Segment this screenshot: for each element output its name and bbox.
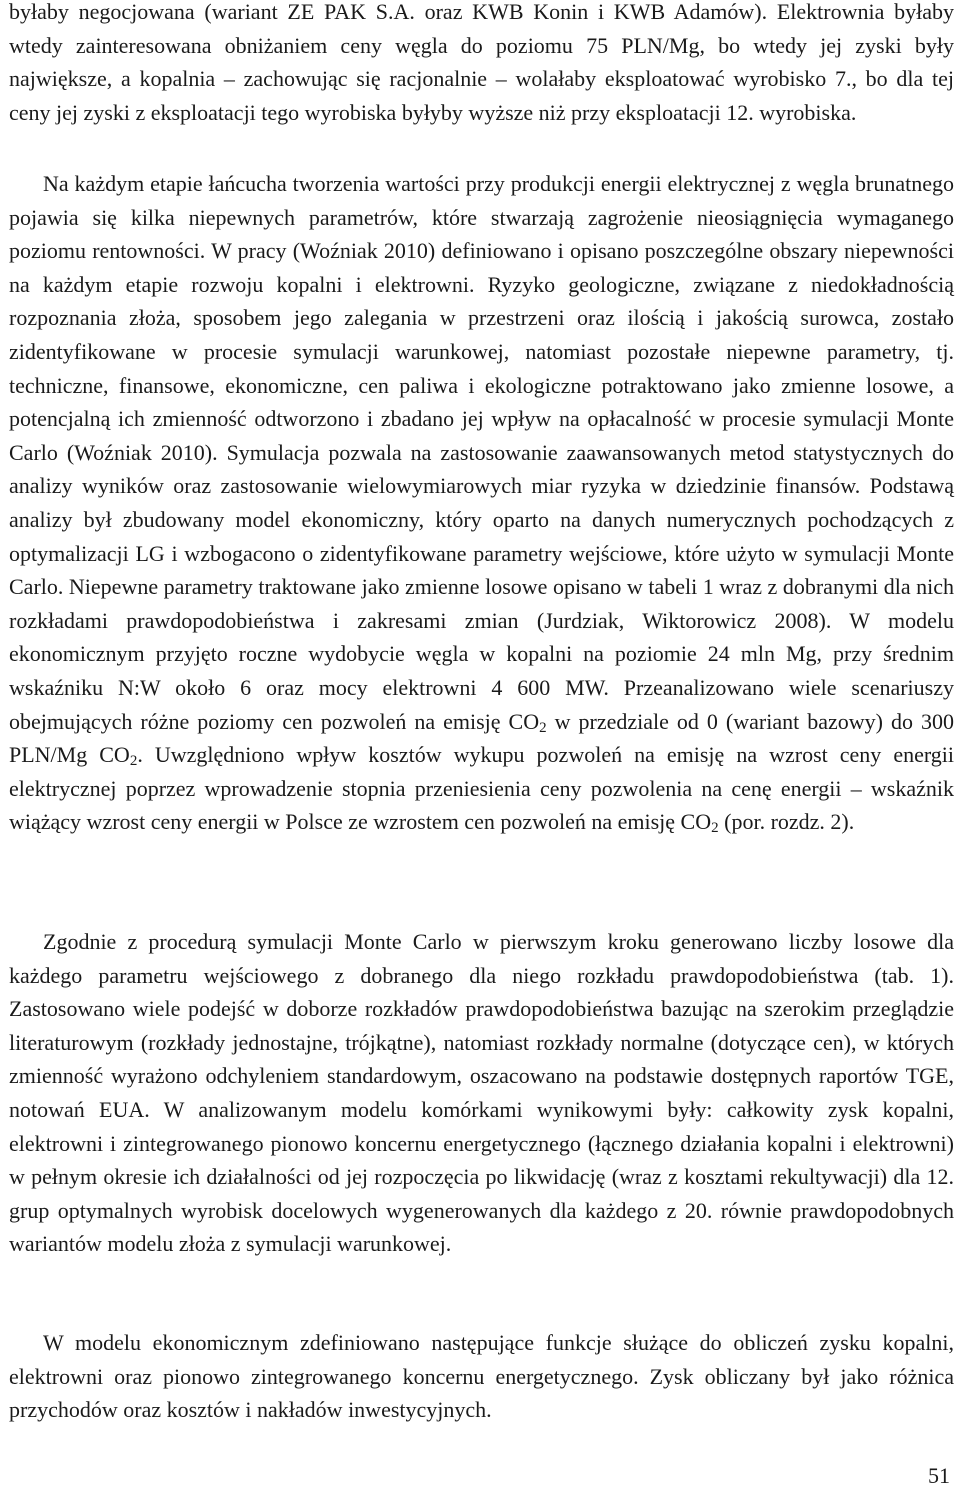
subscript-2: 2 [711,820,719,837]
text-segment: W modelu ekonomicznym zdefiniowano następujące funkcje służące do obliczeń zysku kopalni, elektrowni oraz pionowo zintegrowanego koncernu energetycznego. Zysk obliczany był jako różnica przychodów oraz kosztów i nakładów inwestycyjnych. [9,1330,954,1423]
text-segment: . Uwzględniono wpływ kosztów wykupu pozwoleń na emisję na wzrost ceny energii elektrycznej poprzez wprowadzenie stopnia przeniesienia ceny pozwolenia na cenę energii – wskaźnik wiążący wzrost ceny energii w Polsce ze wzrostem cen pozwoleń na emisję CO [9,742,955,835]
text-segment: w przedziale od 0 (wariant bazowy) do 300 PLN/Mg CO [9,708,954,768]
paragraph-model [9,1326,954,1427]
text-segment: Na każdym etapie łańcucha tworzenia wartości przy produkcji energii elektrycznej z węgla brunatnego pojawia się kilka niepewnych parametrów, które stwarzają zagrożenie nieosiągnięcia wymaganego poziomu rentowności. W pracy (Woźniak 2010) definiowano i opisano poszczególne obszary niepewności na każdym etapie rozwoju kopalni i elektrowni. Ryzyko geologiczne, związane z niedokładnością rozpoznania złoża, sposobem jego zalegania w przestrzeni oraz ilością i jakością surowca, zostało zidentyfikowane w procesie symulacji warunkowej, natomiast pozostałe niepewne parametry, tj. techniczne, finansowe, ekonomiczne, cen paliwa i ekologiczne potraktowano jako zmienne losowe, a potencjalną ich zmienność odtworzono i zbadano jej wpływ na opłacalność w procesie symulacji Monte Carlo (Woźniak 2010). Symulacja pozwala na zastosowanie zaawansowanych metod statystycznych do analizy wyników oraz zastosowanie wielowymiarowych miar ryzyka w dziedzinie finansów. Podstawą analizy był zbudowany model ekonomiczny, który oparto na danych numerycznych pochodzących z optymalizacji LG i wzbogacono o zidentyfikowane parametry wejściowe, które użyto w symulacji Monte Carlo. Niepewne parametry traktowane jako zmienne losowe opisano w tabeli 1 wraz z dobranymi dla nich rozkładami prawdopodobieństwa i zakresami zmian (Jurdziak, Wiktorowicz 2008). W modelu ekonomicznym przyjęto roczne wydobycie węgla w kopalni na poziomie 24 mln Mg, przy średnim wskaźniku N:W około 6 oraz mocy elektrowni 4 600 MW. Przeanalizowano wiele scenariuszy obejmujących różne poziomy cen pozwoleń na emisję CO [9,171,954,734]
subscript-2: 2 [129,753,138,770]
paragraph-continuation [9,0,954,129]
subscript-2: 2 [539,719,547,736]
text-segment: byłaby negocjowana (wariant ZE PAK S.A. oraz KWB Konin i KWB Adamów). Elektrownia byłaby wtedy zainteresowana obniżaniem ceny węgla do poziomu 75 PLN/Mg, bo wtedy jej zyski były największe, a kopalnia – zachowując się racjonalnie – wolałaby eksploatować wyrobisko 7., bo dla tej ceny jej zyski z eksploatacji tego wyrobiska byłyby wyższe niż przy eksploatacji 12. wyrobiska. [9,0,954,125]
paragraph-monte-carlo [9,925,954,1261]
paragraph-risk [9,167,954,839]
text-segment: (por. rozdz. 2). [718,809,855,835]
text-segment: Zgodnie z procedurą symulacji Monte Carlo w pierwszym kroku generowano liczby losowe dla każdego parametru wejściowego z dobranego dla niego rozkładu prawdopodobieństwa (tab. 1). Zastosowano wiele podejść w doborze rozkładów prawdopodobieństwa bazując na szerokim przeglądzie literaturowym (rozkłady jednostajne, trójkątne), natomiast rozkłady normalne (dotyczące cen), w których zmienność wyrażono odchyleniem standardowym, oszacowano na podstawie dostępnych raportów TGE, notowań EUA. W analizowanym modelu komórkami wynikowymi były: całkowity zysk kopalni, elektrowni i zintegrowanego pionowo koncernu energetycznego (łącznego działania kopalni i elektrowni) w pełnym okresie ich działalności od jej rozpoczęcia po likwidację (wraz z kosztami rekultywacji) dla 12. grup optymalnych wyrobisk docelowych wygenerowanych dla każdego z 20. równie prawdopodobnych wariantów modelu złoża z symulacji warunkowej. [9,929,954,1257]
page-number: 51 [928,1463,950,1488]
